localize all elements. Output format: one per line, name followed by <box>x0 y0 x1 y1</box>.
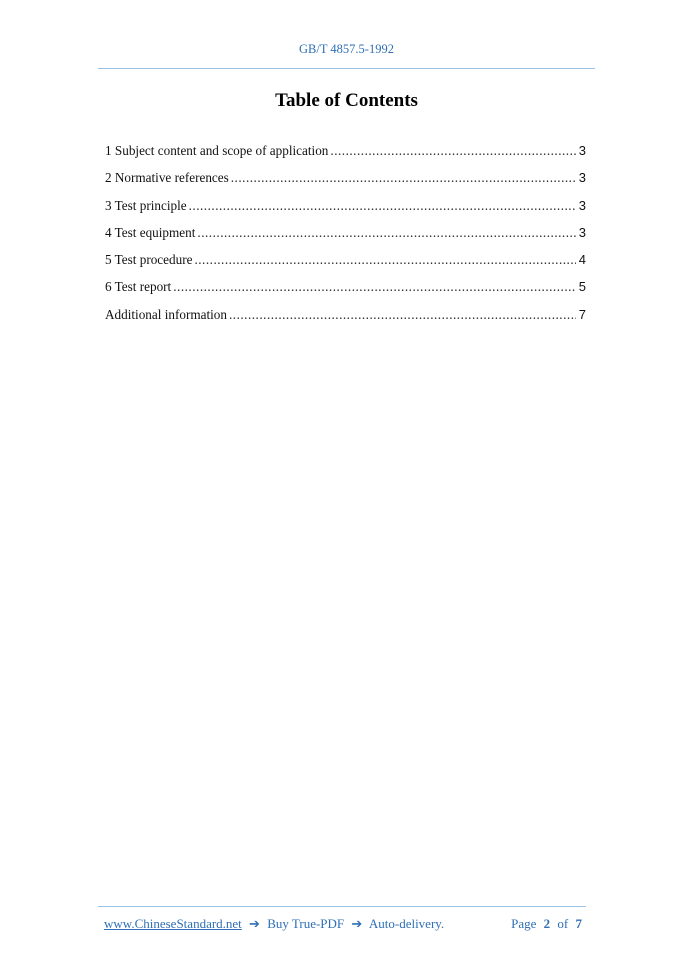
toc-entry-page: 3 <box>578 170 586 186</box>
toc-entry-page: 5 <box>578 279 586 295</box>
toc-entry-7[interactable] <box>105 307 586 334</box>
buy-true-pdf-text: Buy True-PDF <box>267 916 345 931</box>
header-divider <box>98 68 595 69</box>
toc-dot-leader <box>194 252 575 268</box>
page-footer <box>104 916 586 932</box>
header-standard-code: GB/T 4857.5-1992 <box>299 42 394 56</box>
toc-entry-3[interactable] <box>105 198 586 225</box>
toc-entry-title: 5 Test procedure <box>105 252 193 268</box>
footer-divider <box>98 906 586 907</box>
page-label: Page <box>511 916 537 931</box>
toc-dot-leader <box>231 170 576 186</box>
toc-dot-leader <box>173 279 576 295</box>
toc-entry-5[interactable] <box>105 252 586 279</box>
page-indicator <box>511 916 586 932</box>
of-label: of <box>557 916 569 931</box>
page-total: 7 <box>575 916 582 931</box>
arrow-right-icon: ➔ <box>351 916 363 931</box>
toc-entry-title: 4 Test equipment <box>105 224 196 240</box>
toc-heading: Table of Contents <box>275 90 418 111</box>
toc-dot-leader <box>229 307 576 323</box>
toc-entry-page: 4 <box>578 252 586 268</box>
site-link[interactable]: www.ChineseStandard.net <box>104 916 242 931</box>
toc-entry-page: 3 <box>578 143 586 158</box>
footer-promo <box>104 916 444 932</box>
toc-entry-1[interactable] <box>105 143 586 170</box>
toc-entry-title: 2 Normative references <box>105 170 229 186</box>
toc-entry-title: Additional information <box>105 306 227 322</box>
toc-entry-2[interactable] <box>105 170 586 197</box>
toc-entry-page: 3 <box>578 224 586 240</box>
toc-entry-title: 3 Test principle <box>105 197 187 213</box>
arrow-right-icon: ➔ <box>249 916 260 931</box>
toc-entry-6[interactable] <box>105 279 586 306</box>
toc-dot-leader <box>330 143 575 159</box>
toc-entry-page: 3 <box>578 197 586 213</box>
toc-dot-leader <box>197 225 575 241</box>
toc-entry-4[interactable] <box>105 225 586 252</box>
toc-entry-title: 1 Subject content and scope of application <box>105 143 329 158</box>
toc-entry-page: 7 <box>578 306 586 322</box>
page-current: 2 <box>543 916 551 931</box>
auto-delivery-text: Auto-delivery. <box>368 916 445 931</box>
toc-dot-leader <box>189 198 576 214</box>
table-of-contents <box>105 143 586 334</box>
toc-entry-title: 6 Test report <box>105 279 172 295</box>
